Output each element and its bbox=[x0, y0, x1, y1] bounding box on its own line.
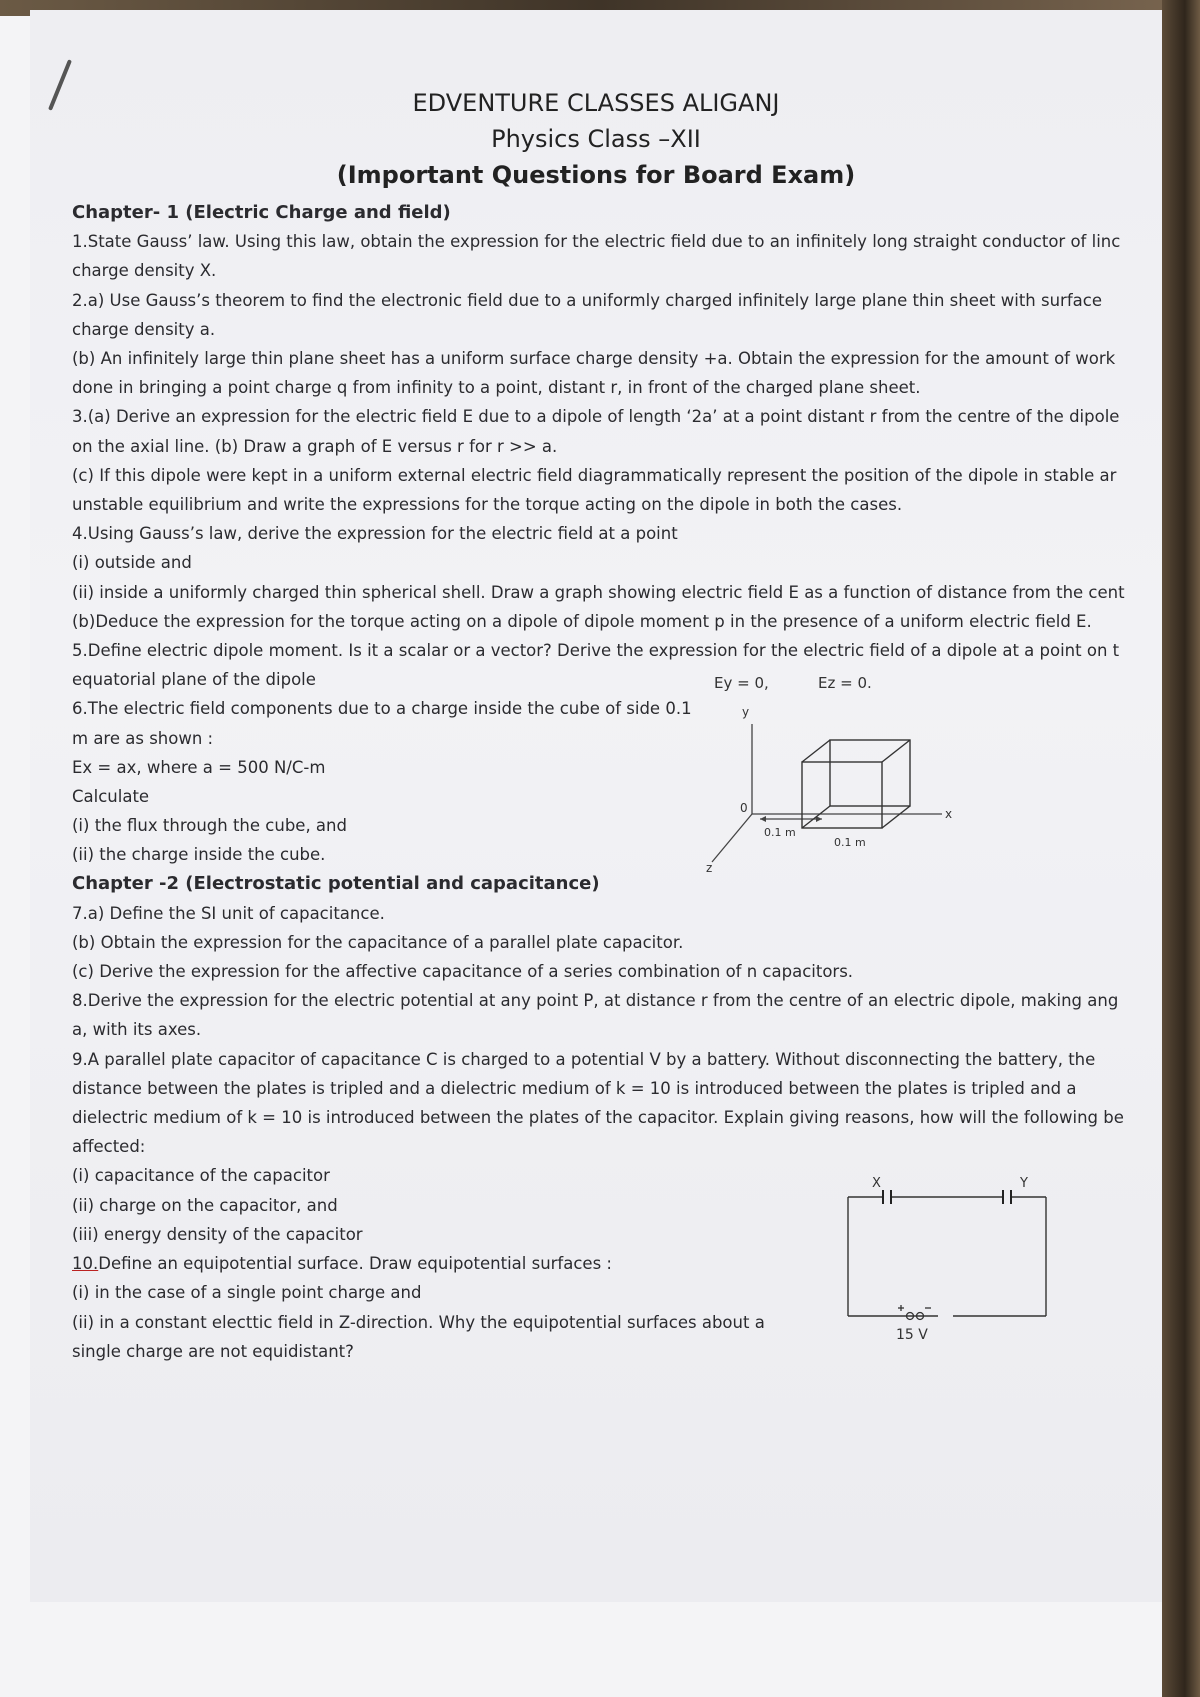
institute-name: EDVENTURE CLASSES ALIGANJ bbox=[412, 89, 780, 117]
question-line: (b)Deduce the expression for the torque acting on a dipole of dipole moment p in the presence of a uniform electric field E. bbox=[72, 611, 1092, 631]
question-line: (ii) inside a uniformly charged thin spherical shell. Draw a graph showing electric field E as a function of distance from the cent bbox=[72, 582, 1125, 602]
side-label: 0.1 m bbox=[834, 836, 866, 850]
question-line: (ii) in a constant electtic field in Z-direction. Why the equipotential surfaces about a bbox=[72, 1312, 765, 1332]
ey-label: Ey = 0, bbox=[714, 674, 769, 693]
question-line: (i) outside and bbox=[72, 553, 192, 573]
circuit-figure bbox=[828, 1171, 1058, 1341]
x-axis-label: x bbox=[945, 807, 953, 822]
capacitor-x-label: X bbox=[872, 1176, 881, 1192]
battery-symbol bbox=[898, 1305, 931, 1320]
question-line: (i) in the case of a single point charge and bbox=[72, 1283, 422, 1303]
question-line: Ex = ax, where a = 500 N/C-m bbox=[72, 757, 326, 777]
question-line: 8.Derive the expression for the electric potential at any point P, at distance r from the centre of an electric dipole, making ang bbox=[72, 991, 1119, 1011]
cube-figure bbox=[702, 666, 1082, 876]
question-line: equatorial plane of the dipole bbox=[72, 670, 316, 690]
question-10-number: 10. bbox=[72, 1254, 99, 1274]
capacitor-x-plates bbox=[883, 1190, 891, 1204]
y-axis-label: y bbox=[742, 705, 750, 720]
capacitor-y-plates bbox=[1003, 1190, 1011, 1204]
z-axis bbox=[712, 814, 752, 862]
question-line: 7.a) Define the SI unit of capacitance. bbox=[72, 903, 385, 923]
question-line: affected: bbox=[72, 1137, 146, 1157]
question-line: distance between the plates is tripled and a dielectric medium of k = 10 is introduced between the plates is tripled and a bbox=[72, 1078, 1077, 1098]
question-line: dielectric medium of k = 10 is introduced between the plates of the capacitor. Explain giving reasons, how will the following be bbox=[72, 1108, 1124, 1128]
question-line: charge density a. bbox=[72, 319, 216, 339]
question-line: 6.The electric field components due to a charge inside the cube of side 0.1 bbox=[72, 699, 692, 719]
question-line: 4.Using Gauss’s law, derive the expression for the electric field at a point bbox=[72, 524, 678, 544]
question-line: (i) the flux through the cube, and bbox=[72, 816, 347, 836]
question-line: (i) capacitance of the capacitor bbox=[72, 1166, 330, 1186]
photo-background-right bbox=[1162, 0, 1200, 1697]
questions-body bbox=[72, 198, 1152, 1366]
origin-label: 0 bbox=[740, 801, 748, 816]
question-line: on the axial line. (b) Draw a graph of E versus r for r >> a. bbox=[72, 436, 558, 456]
question-line: single charge are not equidistant? bbox=[72, 1341, 354, 1361]
paper-subtitle: (Important Questions for Board Exam) bbox=[336, 161, 856, 189]
question-line: (iii) energy density of the capacitor bbox=[72, 1224, 363, 1244]
question-line: a, with its axes. bbox=[72, 1020, 202, 1040]
question-line: (c) If this dipole were kept in a uniform external electric field diagrammatically represent the position of the dipole in stable ar bbox=[72, 465, 1117, 485]
question-9-10-block bbox=[72, 1161, 1152, 1365]
circuit-wire bbox=[848, 1197, 1046, 1316]
cube-outline bbox=[802, 740, 910, 828]
ez-label: Ez = 0. bbox=[818, 674, 872, 693]
question-line: (b) Obtain the expression for the capacitance of a parallel plate capacitor. bbox=[72, 932, 684, 952]
question-line: 3.(a) Derive an expression for the electric field E due to a dipole of length ‘2a’ at a point distant r from the centre of the dipole bbox=[72, 407, 1120, 427]
question-line: done in bringing a point charge q from infinity to a point, distant r, in front of the charged plane sheet. bbox=[72, 378, 921, 398]
chapter-2-title: Chapter -2 (Electrostatic potential and capacitance) bbox=[72, 873, 600, 895]
capacitor-y-label: Y bbox=[1020, 1176, 1028, 1192]
chapter-1-title: Chapter- 1 (Electric Charge and field) bbox=[72, 202, 451, 223]
question-paper bbox=[30, 10, 1162, 1602]
subject-title: Physics Class –XII bbox=[491, 125, 701, 153]
z-axis-label: z bbox=[706, 861, 713, 876]
paper-header bbox=[30, 85, 1162, 193]
question-10-text: Define an equipotential surface. Draw equipotential surfaces : bbox=[98, 1254, 612, 1274]
question-line: (b) An infinitely large thin plane sheet has a uniform surface charge density +a. Obtain the expression for the amount of work bbox=[72, 349, 1116, 369]
offset-label: 0.1 m bbox=[764, 826, 796, 840]
question-line: m are as shown : bbox=[72, 728, 214, 748]
question-line: 2.a) Use Gauss’s theorem to find the electronic field due to a uniformly charged infinitely large plane thin sheet with surface bbox=[72, 290, 1102, 310]
question-line: Calculate bbox=[72, 787, 150, 807]
question-line: 9.A parallel plate capacitor of capacitance C is charged to a potential V by a battery. Without disconnecting the battery, the bbox=[72, 1049, 1096, 1069]
question-line: 5.Define electric dipole moment. Is it a scalar or a vector? Derive the expression for the electric field of a dipole at a point on t bbox=[72, 641, 1120, 661]
question-line: (c) Derive the expression for the affective capacitance of a series combination of n capacitors. bbox=[72, 962, 854, 982]
question-line: unstable equilibrium and write the expressions for the torque acting on the dipole in both the cases. bbox=[72, 495, 903, 515]
question-line: (ii) charge on the capacitor, and bbox=[72, 1195, 338, 1215]
question-line: charge density X. bbox=[72, 261, 217, 281]
question-line: 1.State Gauss’ law. Using this law, obtain the expression for the electric field due to an infinitely long straight conductor of linc bbox=[72, 232, 1121, 252]
battery-voltage: 15 V bbox=[896, 1327, 928, 1342]
question-line: (ii) the charge inside the cube. bbox=[72, 845, 326, 865]
